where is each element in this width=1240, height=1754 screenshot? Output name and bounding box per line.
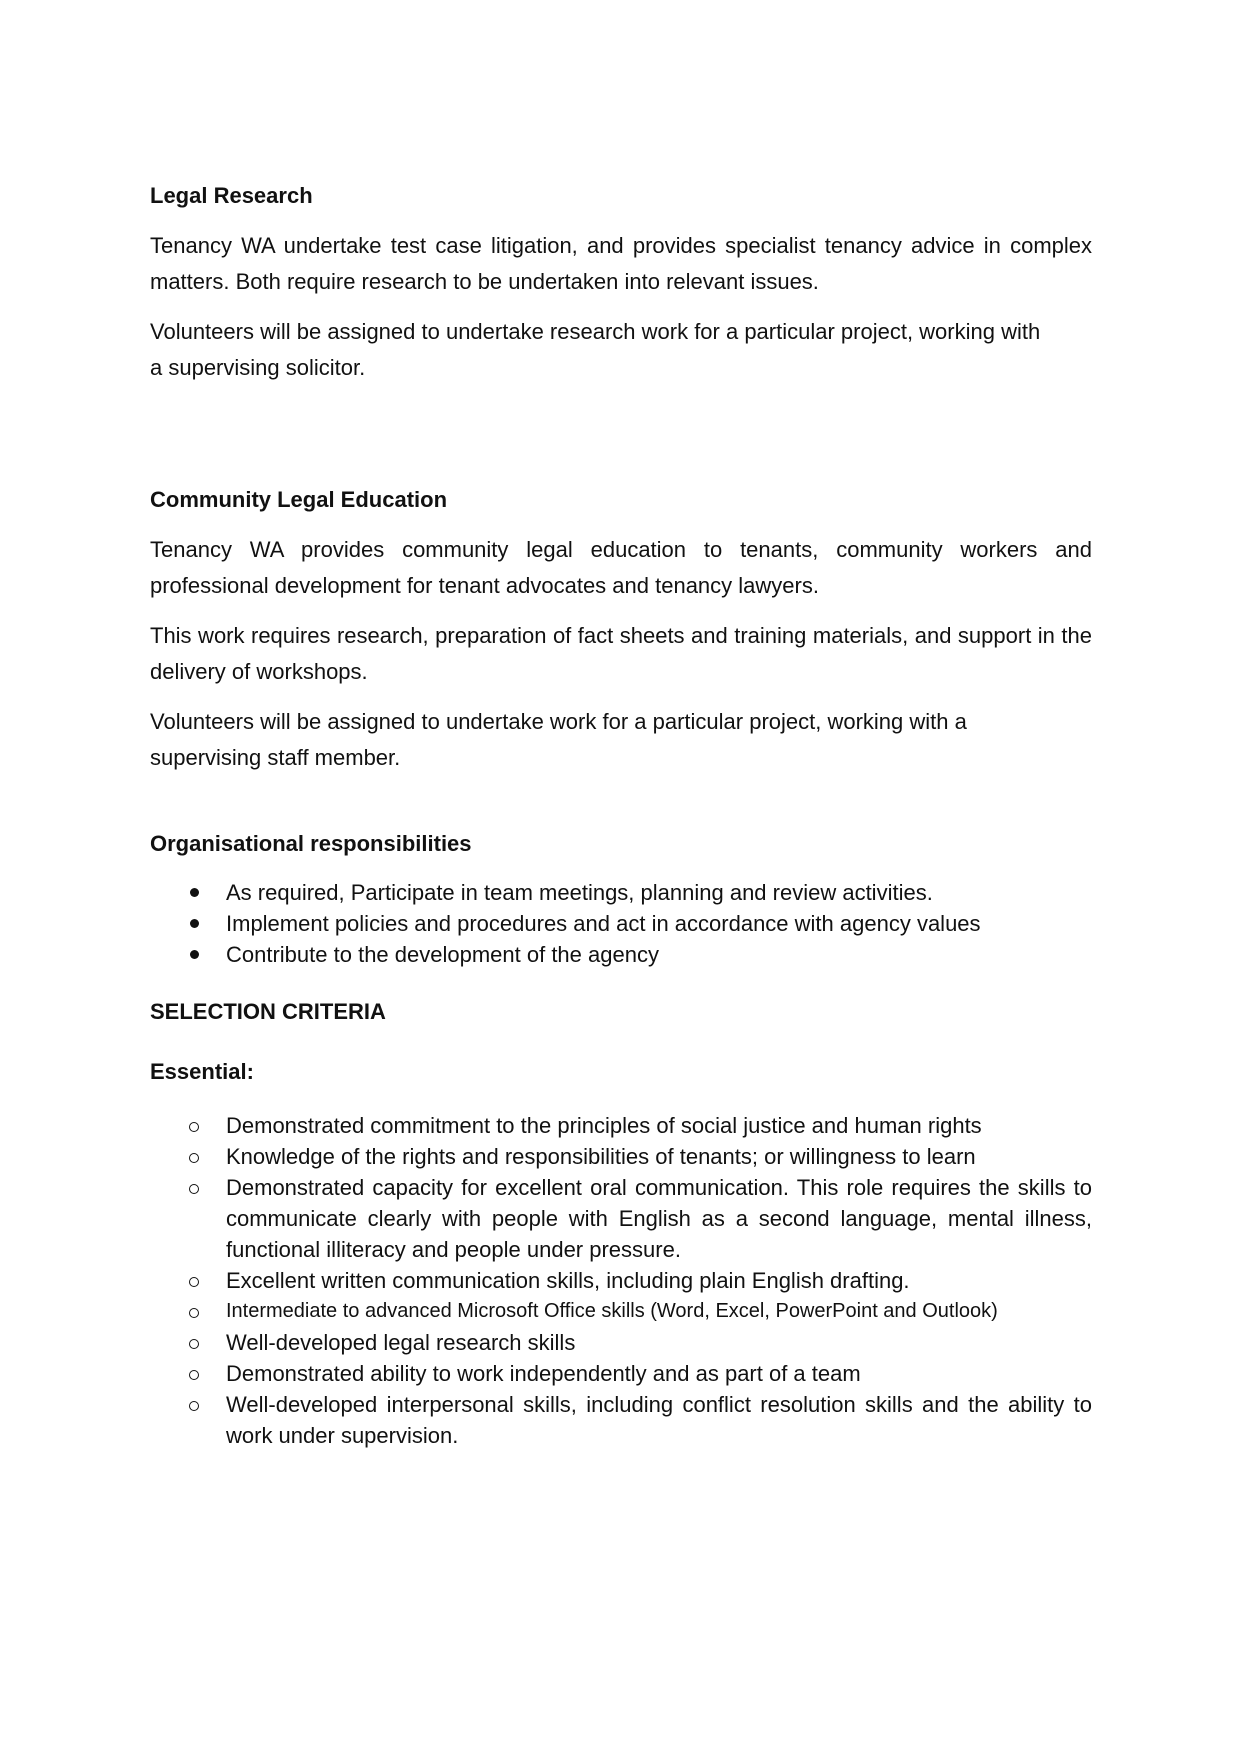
- essential-heading: Essential:: [150, 1059, 254, 1084]
- organisational-responsibilities-heading: Organisational responsibilities: [150, 831, 472, 856]
- list-item: Implement policies and procedures and act in accordance with agency values: [150, 908, 1092, 939]
- legal-research-heading: Legal Research: [150, 183, 313, 208]
- essential-criteria-list: [150, 1110, 1092, 1451]
- list-item: Knowledge of the rights and responsibilities of tenants; or willingness to learn: [150, 1141, 1092, 1172]
- organisational-responsibilities-list: [150, 877, 1092, 970]
- list-item: Well-developed legal research skills: [150, 1327, 1092, 1358]
- community-legal-education-heading: Community Legal Education: [150, 487, 448, 512]
- legal-research-paragraph-1: Tenancy WA undertake test case litigation, and provides specialist tenancy advice in complex matters. Both require research to be undertaken into relevant issues.: [150, 233, 1092, 294]
- list-item: Well-developed interpersonal skills, including conflict resolution skills and the ability to work under supervision.: [150, 1389, 1092, 1451]
- list-item: Demonstrated commitment to the principles of social justice and human rights: [150, 1110, 1092, 1141]
- community-legal-education-paragraph-2: This work requires research, preparation of fact sheets and training materials, and support in the delivery of workshops.: [150, 623, 1092, 684]
- list-item: Intermediate to advanced Microsoft Office skills (Word, Excel, PowerPoint and Outlook): [150, 1296, 1092, 1327]
- list-item: As required, Participate in team meetings, planning and review activities.: [150, 877, 1092, 908]
- list-item: Demonstrated ability to work independently and as part of a team: [150, 1358, 1092, 1389]
- list-item: Contribute to the development of the agency: [150, 939, 1092, 970]
- community-legal-education-paragraph-3: Volunteers will be assigned to undertake work for a particular project, working with a supervising staff member.: [150, 709, 967, 770]
- list-item: Demonstrated capacity for excellent oral communication. This role requires the skills to communicate clearly with people with English as a second language, mental illness, functional illiteracy and people under pressure.: [150, 1172, 1092, 1265]
- community-legal-education-paragraph-1: Tenancy WA provides community legal education to tenants, community workers and professional development for tenant advocates and tenancy lawyers.: [150, 537, 1092, 598]
- list-item: Excellent written communication skills, including plain English drafting.: [150, 1265, 1092, 1296]
- selection-criteria-heading: SELECTION CRITERIA: [150, 999, 386, 1024]
- legal-research-paragraph-2: Volunteers will be assigned to undertake research work for a particular project, working with a supervising solicitor.: [150, 319, 1041, 380]
- document-page: [150, 178, 1092, 1451]
